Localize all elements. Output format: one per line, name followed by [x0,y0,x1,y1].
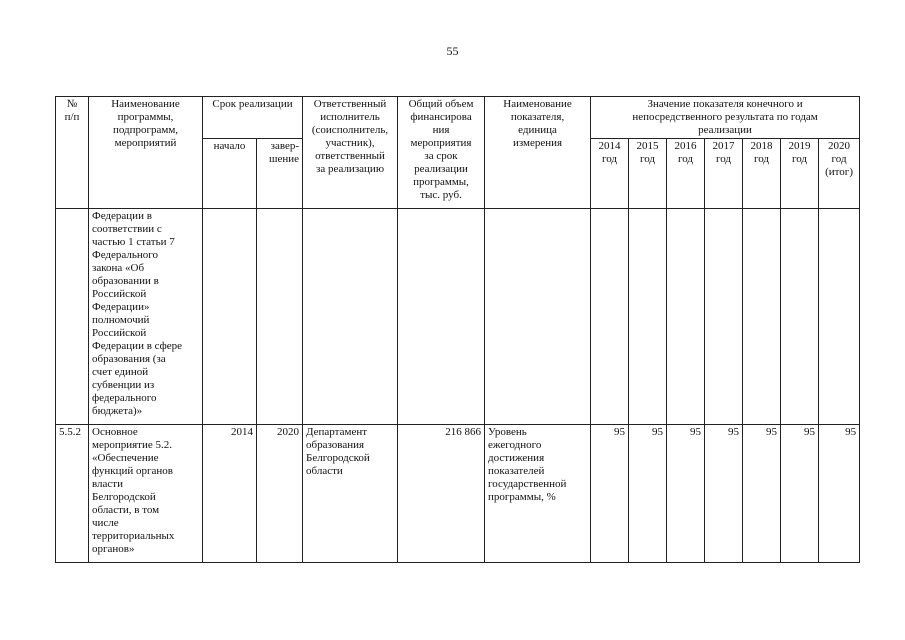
cell-volume [398,209,485,425]
cell-value [629,209,667,425]
cell-indicator [485,209,591,425]
header-term: Срок реализации [203,97,303,139]
cell-value [667,209,705,425]
header-responsible: Ответственный исполнитель (соисполнитель, участник), ответственный за реализацию [303,97,398,209]
cell-end [257,209,303,425]
cell-name: Федерации в соответствии с частью 1 статьи 7 Федерального закона «Об образовании в Российской Федерации» полномочий Российской Федерации в сфере образования (за счет единой субвенции из федерального бюджета)» [89,209,203,425]
header-num: № п/п [56,97,89,209]
table-row [56,425,860,563]
cell-value [705,209,743,425]
table-row [56,209,860,425]
header-year: 2017 год [705,139,743,209]
cell-value: 95 [667,425,705,563]
cell-value: 95 [629,425,667,563]
cell-value [781,209,819,425]
cell-value: 95 [705,425,743,563]
cell-num: 5.5.2 [56,425,89,563]
header-name: Наименование программы, подпрограмм, мероприятий [89,97,203,209]
header-year: 2018 год [743,139,781,209]
header-term-start: начало [203,139,257,209]
header-year: 2020 год (итог) [819,139,860,209]
header-year: 2016 год [667,139,705,209]
cell-indicator: Уровень ежегодного достижения показателей государственной программы, % [485,425,591,563]
header-year: 2015 год [629,139,667,209]
cell-value [819,209,860,425]
cell-value: 95 [591,425,629,563]
page-number: 55 [446,44,459,58]
header-year: 2014 год [591,139,629,209]
cell-value: 95 [819,425,860,563]
program-table [55,96,860,563]
header-indicator: Наименование показателя, единица измерения [485,97,591,209]
header-year: 2019 год [781,139,819,209]
cell-name: Основное мероприятие 5.2. «Обеспечение функций органов власти Белгородской области, в том числе территориальных органов» [89,425,203,563]
cell-value: 95 [743,425,781,563]
cell-start: 2014 [203,425,257,563]
cell-responsible: Департамент образования Белгородской области [303,425,398,563]
cell-responsible [303,209,398,425]
header-values-group: Значение показателя конечного и непосредственного результата по годам реализации [591,97,860,139]
cell-value [591,209,629,425]
cell-value [743,209,781,425]
cell-end: 2020 [257,425,303,563]
header-row-1 [56,97,860,139]
cell-start [203,209,257,425]
cell-value: 95 [781,425,819,563]
header-term-end: завер- шение [257,139,303,209]
cell-num [56,209,89,425]
header-volume: Общий объем финансирова ния мероприятия за срок реализации программы, тыс. руб. [398,97,485,209]
cell-volume: 216 866 [398,425,485,563]
